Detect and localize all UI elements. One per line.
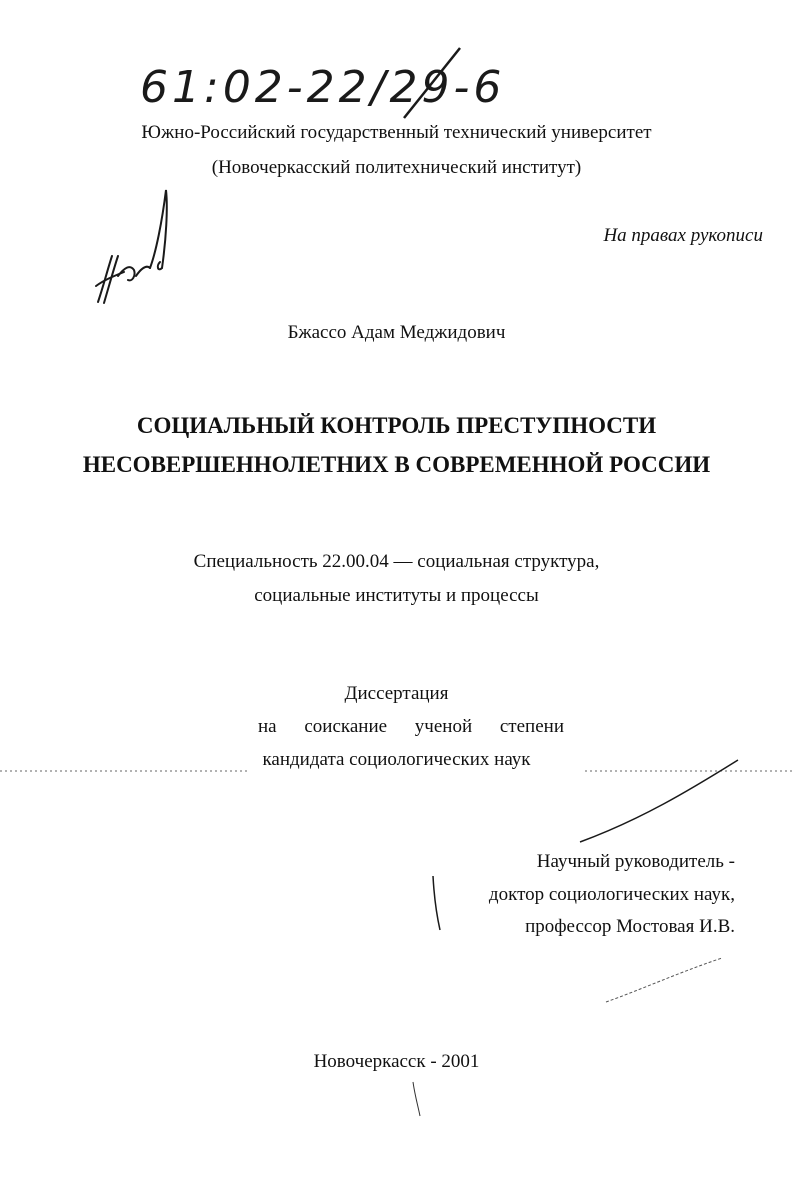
degree-line [258,716,564,738]
degree-word-1: на [258,716,277,737]
degree-word-2: соискание [304,716,388,737]
degree-field: кандидата социологических наук [262,749,531,770]
degree-word-3: ученой [414,716,473,737]
pen-stroke-lower [606,958,722,1002]
supervisor-degree: доктор социологических наук, [488,884,735,905]
institute-name: (Новочеркасский политехнический институт) [211,157,582,178]
place-year: Новочеркасск - 2001 [313,1051,480,1072]
thesis-title-line-2: НЕСОВЕРШЕННОЛЕТНИХ В СОВРЕМЕННОЙ РОССИИ [82,452,711,477]
dissertation-label: Диссертация [344,683,449,704]
pen-stroke-bottom [413,1082,420,1116]
pen-stroke-vertical [433,876,440,930]
signature-mark [96,190,167,303]
specialty-line-2: социальные институты и процессы [254,585,539,606]
rights-note: На правах рукописи [603,225,763,246]
specialty-line-1: Специальность 22.00.04 — социальная структура, [193,551,600,572]
thesis-title-line-1: СОЦИАЛЬНЫЙ КОНТРОЛЬ ПРЕСТУПНОСТИ [136,413,657,438]
supervisor-label: Научный руководитель - [536,851,735,872]
archive-code: 61:02-22/29-6 [140,62,506,113]
university-name: Южно-Российский государственный технический университет [141,122,652,143]
supervisor-name: профессор Мостовая И.В. [525,916,735,937]
degree-word-4: степени [499,716,564,737]
pen-stroke-diagonal [580,760,738,842]
author-name: Бжассо Адам Меджидович [287,322,506,343]
